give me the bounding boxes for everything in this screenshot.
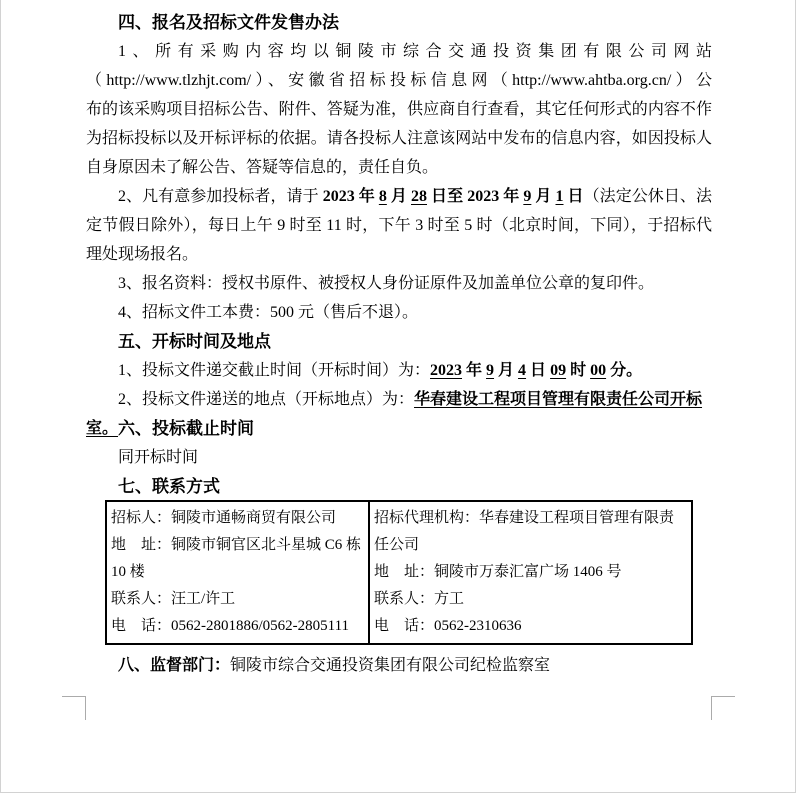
registration-start-day: 28 bbox=[411, 188, 427, 205]
agency-name-line2: 任公司 bbox=[374, 537, 420, 553]
para-website-notice-line1: 1、所有采购内容均以铜陵市综合交通投资集团有限公司网站 bbox=[118, 43, 712, 60]
registration-start-month: 8 bbox=[378, 188, 387, 205]
bid-cutoff-body: 同开标时间 bbox=[118, 449, 199, 466]
registration-intro-text: 2、凡有意参加投标者，请于 bbox=[118, 188, 323, 205]
para-website-notice-line3: 布的该采购项目招标公告、附件、答疑为准，供应商自行查看，其它任何形式的内容不作 bbox=[86, 101, 712, 118]
page-margin-mark-right bbox=[711, 696, 735, 720]
para-registration-period-line1 bbox=[86, 182, 712, 211]
agency-info-cell bbox=[370, 502, 691, 643]
tenderer-info-cell bbox=[107, 502, 370, 643]
para-website-notice-line2: （http://www.tlzhjt.com/）、安徽省招标投标信息网（http://www.ahtba.org.cn/）公 bbox=[86, 72, 712, 89]
page-margin-mark-left bbox=[62, 696, 86, 720]
bid-deadline-sep2: 月 bbox=[494, 362, 519, 379]
registration-end-day: 1 bbox=[555, 188, 564, 205]
bid-deadline-sep3: 日 bbox=[526, 362, 551, 379]
para-document-fee: 4、招标文件工本费：500 元（售后不退）。 bbox=[118, 304, 419, 321]
supervision-department-line bbox=[86, 651, 712, 680]
section-6-heading: 六、投标截止时间 bbox=[118, 419, 254, 438]
bid-deadline-line bbox=[86, 356, 712, 385]
para-registration-period-line2: 定节假日除外），每日上午 9 时至 11 时，下午 3 时至 5 时（北京时间，下同），于招标代 bbox=[86, 217, 712, 234]
bid-deadline-intro: 1、投标文件递交截止时间（开标时间）为： bbox=[118, 362, 431, 379]
bid-location-value: 华春建设工程项目管理有限责任公司开标室。 bbox=[86, 391, 703, 437]
registration-sep-2: 日至 2023 年 bbox=[427, 188, 524, 205]
tenderer-name-line: 招标人：铜陵市通畅商贸有限公司 bbox=[111, 510, 337, 526]
supervision-value: 铜陵市综合交通投资集团有限公司纪检监察室 bbox=[230, 657, 551, 674]
agency-name-line1: 招标代理机构：华春建设工程项目管理有限责 bbox=[374, 510, 675, 526]
registration-start-year: 2023 年 bbox=[322, 188, 379, 205]
supervision-label: 八、监督部门： bbox=[118, 657, 231, 674]
registration-end-month: 9 bbox=[523, 188, 532, 205]
tenderer-contact-line: 联系人：汪工/许工 bbox=[111, 591, 236, 607]
agency-address-line: 地 址：铜陵市万泰汇富广场 1406 号 bbox=[374, 564, 622, 580]
section-5-heading: 五、开标时间及地点 bbox=[118, 332, 271, 351]
bid-deadline-hour: 09 bbox=[550, 362, 567, 379]
registration-holiday-note: （法定公休日、法 bbox=[583, 188, 712, 205]
section-4-heading: 四、报名及招标文件发售办法 bbox=[118, 13, 339, 32]
bid-deadline-year: 2023 bbox=[430, 362, 463, 379]
bid-location-intro: 2、投标文件递送的地点（开标地点）为： bbox=[118, 391, 415, 408]
tenderer-phone-line: 电 话：0562-2801886/0562-2805111 bbox=[111, 618, 350, 634]
bid-deadline-minute: 00 bbox=[590, 362, 607, 379]
registration-sep-3: 月 bbox=[531, 188, 556, 205]
bid-deadline-month: 9 bbox=[486, 362, 495, 379]
tenderer-address-line1: 地 址：铜陵市铜官区北斗星城 C6 栋 bbox=[111, 537, 362, 553]
tenderer-address-line2: 10 楼 bbox=[111, 564, 145, 580]
agency-phone-line: 电 话：0562-2310636 bbox=[374, 618, 522, 634]
section-7-heading: 七、联系方式 bbox=[118, 477, 220, 496]
agency-contact-line: 联系人：方工 bbox=[374, 591, 465, 607]
document-body bbox=[86, 8, 712, 501]
bid-deadline-end: 分。 bbox=[606, 362, 643, 379]
para-website-notice-line5: 自身原因未了解公告、答疑等信息的，责任自负。 bbox=[86, 159, 439, 176]
bid-deadline-sep1: 年 bbox=[462, 362, 487, 379]
registration-sep-1: 月 bbox=[386, 188, 411, 205]
para-registration-period-line3: 理处现场报名。 bbox=[86, 246, 199, 263]
bid-deadline-day: 4 bbox=[518, 362, 527, 379]
bid-deadline-sep4: 时 bbox=[566, 362, 591, 379]
para-website-notice-line4: 为招标投标以及开标评标的依据。请各投标人注意该网站中发布的信息内容，如因投标人 bbox=[86, 130, 712, 147]
contact-table bbox=[105, 500, 693, 645]
registration-sep-4: 日 bbox=[563, 188, 584, 205]
para-registration-materials: 3、报名资料：授权书原件、被授权人身份证原件及加盖单位公章的复印件。 bbox=[118, 275, 655, 292]
